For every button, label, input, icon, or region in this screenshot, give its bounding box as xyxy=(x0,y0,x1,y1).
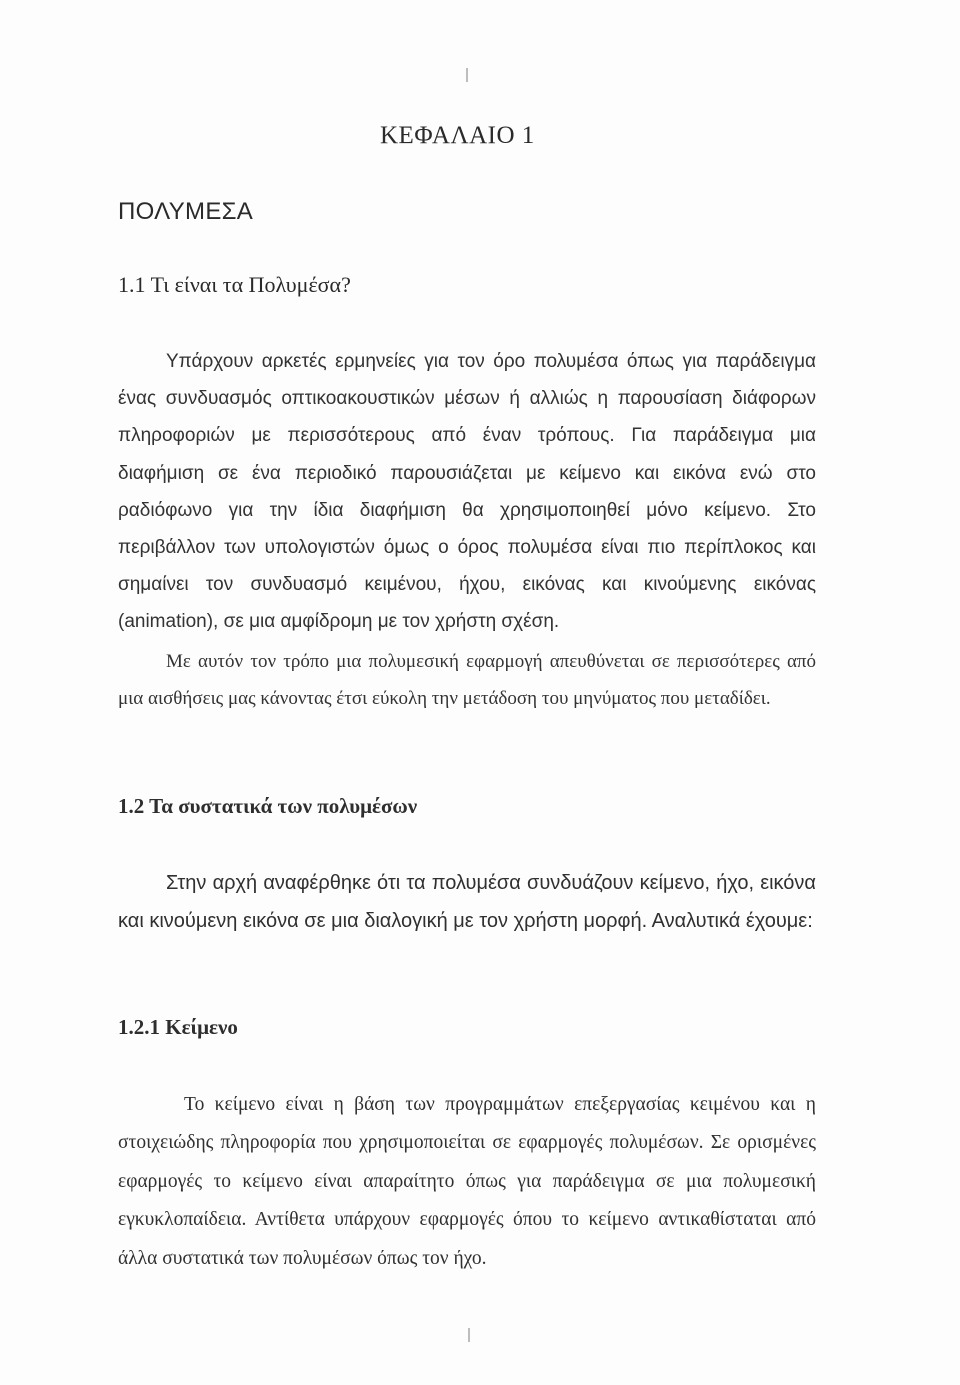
section-1-1-paragraph-2: Με αυτόν τον τρόπο μια πολυμεσική εφαρμογή απευθύνεται σε περισσότερες από μια αισθήσεις μας κάνοντας έτσι εύκολη την μετάδοση του μηνύματος που μεταδίδει. xyxy=(118,651,816,709)
section-heading-1-1: 1.1 Τι είναι τα Πολυμέσα? xyxy=(118,272,351,297)
section-1-2-paragraph-1: Στην αρχή αναφέρθηκε ότι τα πολυμέσα συνδυάζουν κείμενο, ήχο, εικόνα και κινούμενη εικόνα σε μια διαλογική με τον χρήστη μορφή. Αναλυτικά έχουμε: xyxy=(118,872,816,933)
part-title: ΠΟΛΥΜΕΣΑ xyxy=(118,198,254,225)
section-1-2-1-paragraph-1: Το κείμενο είναι η βάση των προγραμμάτων επεξεργασίας κειμένου και η στοιχειώδης πληροφορία που χρησιμοποιείται σε εφαρμογές πολυμέσων. Σε ορισμένες εφαρμογές το κείμενο είναι απαραίτητο όπως για παράδειγμα σε μια πολυμεσική εγκυκλοπαίδεια. Αντίθετα υπάρχουν εφαρμογές όπου το κείμενο αντικαθίσταται από άλλα συστατικά των πολυμέσων όπως τον ήχο. xyxy=(118,1094,816,1269)
scan-artifact-mark xyxy=(466,68,468,82)
section-1-1-paragraph-1: Υπάρχουν αρκετές ερμηνείες για τον όρο πολυμέσα όπως για παράδειγμα ένας συνδυασμός οπτικοακουστικών μέσων ή αλλιώς η παρουσίαση διάφορων πληροφοριών με περισσότερους από έναν τρόπους. Για παράδειγμα μια διαφήμιση σε ένα περιοδικό παρουσιάζεται με κείμενο και εικόνα ενώ στο ραδιόφωνο για την ίδια διαφήμιση θα χρησιμοποιηθεί μόνο κείμενο. Στο περιβάλλον των υπολογιστών όμως ο όρος πολυμέσα είναι πιο περίπλοκος και σημαίνει τον συνδυασμό κειμένου, ήχου, εικόνας και κινούμενης εικόνας (animation), σε μια αμφίδρομη με τον χρήστη σχέση. xyxy=(118,351,816,633)
section-heading-1-2-1: 1.2.1 Κείμενο xyxy=(118,1015,238,1039)
scan-artifact-mark xyxy=(468,1328,470,1342)
chapter-title: ΚΕΦΑΛΑΙΟ 1 xyxy=(380,122,535,149)
section-heading-1-2: 1.2 Τα συστατικά των πολυμέσων xyxy=(118,794,418,818)
